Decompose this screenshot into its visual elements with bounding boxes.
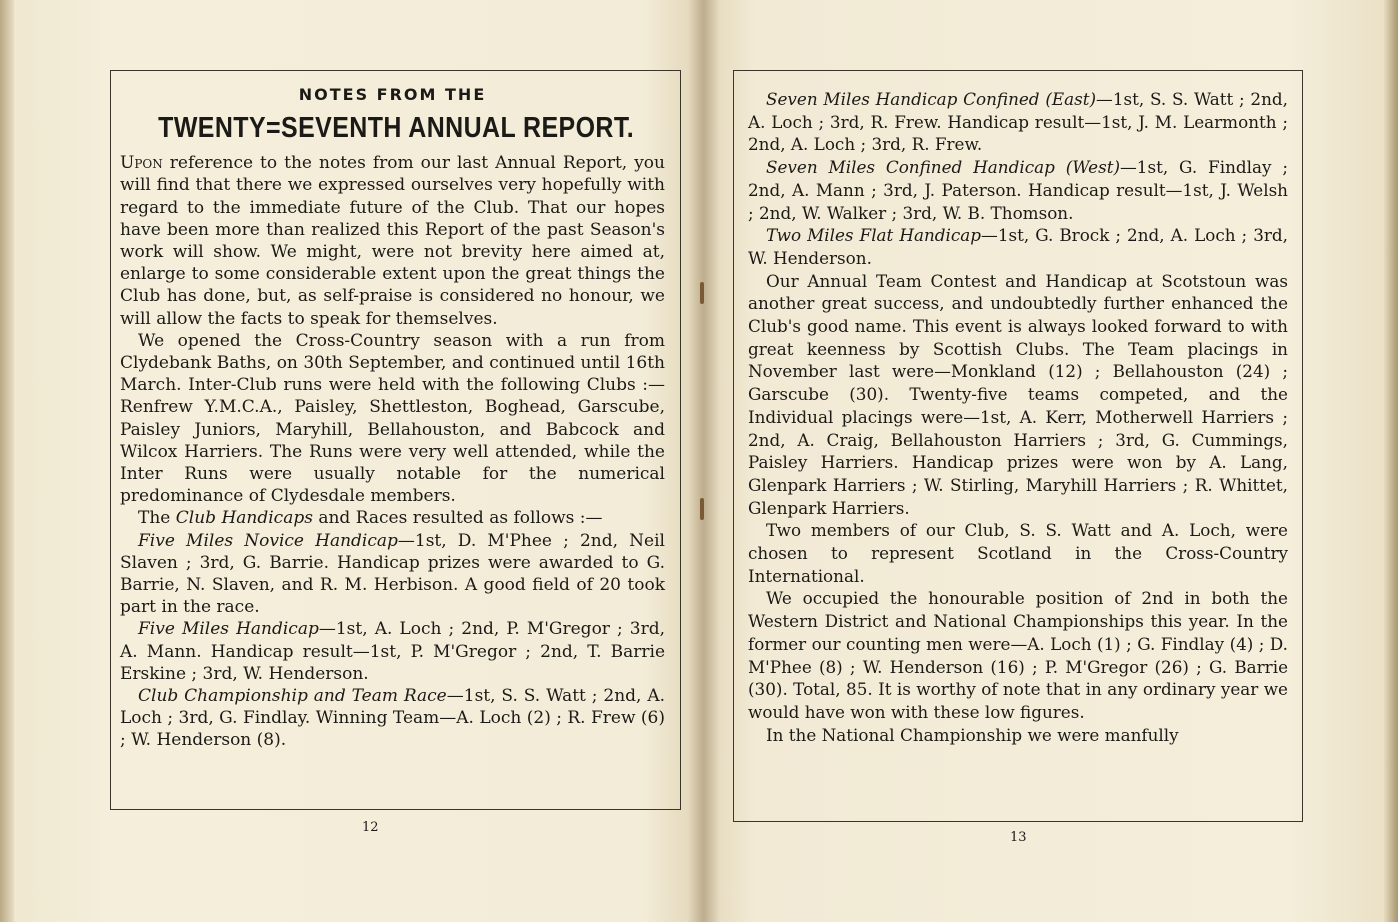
paragraph-team-contest: Our Annual Team Contest and Handicap at Scotstoun was another great success, and undoubtedly further enhanced the Club's good name. This event is always looked forward to with great keenness by Scottish Clubs. The Team placings in November last were—Monkland (12) ; Bellahouston (24) ; Garscube (30). Twenty-five teams competed, and the Individual placings were—1st, A. Kerr, Motherwell Harriers ; 2nd, A. Craig, Bellahouston Harriers ; 3rd, G. Cummings, Paisley Harriers. Handicap prizes were won by A. Lang, Glenpark Harriers ; W. Stirling, Maryhill Harriers ; R. Whittet, Glenpark Harriers.: [748, 270, 1288, 518]
heading-notes-from: NOTES FROM THE: [298, 85, 487, 104]
italic-run: Club Championship and Team Race: [138, 686, 447, 707]
paragraph-club-handicaps: [120, 507, 665, 529]
text-run: —1st, S. S. Watt ; 2nd, A. Loch ; 3rd, R. Frew. Handicap result—1st, J. M. Learmonth ; 2nd, A. Loch ; 3rd, R. Frew.: [748, 89, 1288, 155]
right-page-edge: [1384, 0, 1398, 922]
page-number-right: 13: [1010, 830, 1027, 845]
text-run: —1st, S. S. Watt ; 2nd, A. Loch ; 3rd, G. Findlay. Winning Team—A. Loch (2) ; R. Frew (6) ; W. Henderson (8).: [120, 686, 665, 751]
paragraph-two-miles-flat: [748, 224, 1288, 269]
paragraph-intro: [120, 152, 665, 330]
italic-run: Seven Miles Confined Handicap (West): [766, 157, 1121, 178]
page-number-left: 12: [362, 820, 379, 835]
paragraph-novice-handicap: [120, 530, 665, 619]
italic-run: Seven Miles Handicap Confined (East): [766, 89, 1097, 109]
paragraph-season: We opened the Cross-Country season with a run from Clydebank Baths, on 30th September, and continued until 16th March. Inter-Club runs were held with the following Clubs :—Renfrew Y.M.C.A., Paisley, Shettleston, Boghead, Garscube, Paisley Juniors, Maryhill, Bellahouston, and Babcock and Wilcox Harriers. The Runs were very well attended, while the Inter Runs were usually notable for the numerical predominance of Clydesdale members.: [120, 330, 665, 507]
text-run: The: [138, 508, 176, 529]
text-run: and Races resulted as follows :—: [312, 508, 603, 529]
binding-stitch: [700, 498, 704, 520]
text-run: —1st, G. Findlay ; 2nd, A. Mann ; 3rd, J. Paterson. Handicap result—1st, J. Welsh ; 2nd, W. Walker ; 3rd, W. B. Thomson.: [748, 157, 1289, 223]
paragraph-national-championship: In the National Championship we were manfully: [766, 724, 1179, 745]
binding-gutter: [688, 0, 720, 922]
italic-run: Five Miles Handicap: [138, 619, 319, 640]
right-page-text: [748, 88, 1288, 746]
text-run: —1st, D. M'Phee ; 2nd, Neil Slaven ; 3rd, G. Barrie. Handicap prizes were awarded to G. Barrie, N. Slaven, and R. M. Herbison. A good field of 20 took part in the race.: [120, 530, 665, 618]
text-run: —1st, G. Brock ; 2nd, A. Loch ; 3rd, W. Henderson.: [748, 225, 1288, 268]
binding-stitch: [700, 282, 704, 304]
intro-lead-word: Upon: [120, 153, 163, 174]
paragraph-club-championship: [120, 685, 665, 752]
paragraph-championships: We occupied the honourable position of 2nd in both the Western District and National Championships this year. In the former our counting men were—A. Loch (1) ; G. Findlay (4) ; D. M'Phee (8) ; W. Henderson (16) ; P. M'Gregor (26) ; G. Barrie (30). Total, 85. It is worthy of note that in any ordinary year we would have won with these low figures.: [748, 588, 1288, 722]
italic-run: Two Miles Flat Handicap: [766, 225, 982, 246]
left-page-text: [120, 84, 665, 752]
italic-run: Club Handicaps: [175, 508, 313, 529]
paragraph-five-miles-handicap: [120, 618, 665, 685]
paragraph-international: Two members of our Club, S. S. Watt and A. Loch, were chosen to represent Scotland in the Cross-Country International.: [748, 520, 1288, 586]
paragraph-seven-miles-east: [748, 88, 1288, 156]
left-page-edge: [0, 0, 14, 922]
text-run: —1st, A. Loch ; 2nd, P. M'Gregor ; 3rd, A. Mann. Handicap result—1st, P. M'Gregor ; 2nd, T. Barrie Erskine ; 3rd, W. Henderson.: [120, 619, 665, 684]
paragraph-seven-miles-west: [748, 156, 1288, 224]
intro-text: reference to the notes from our last Annual Report, you will find that there we expressed ourselves very hopefully with regard to the immediate future of the Club. That our hopes have been more than realized this Report of the past Season's work will show. We might, were not brevity here aimed at, enlarge to some considerable extent upon the great things the Club has done, but, as self-praise is considered no honour, we will allow the facts to speak for themselves.: [120, 153, 665, 329]
report-title: TWENTY=SEVENTH ANNUAL REPORT.: [158, 112, 635, 145]
italic-run: Five Miles Novice Handicap: [138, 530, 398, 551]
